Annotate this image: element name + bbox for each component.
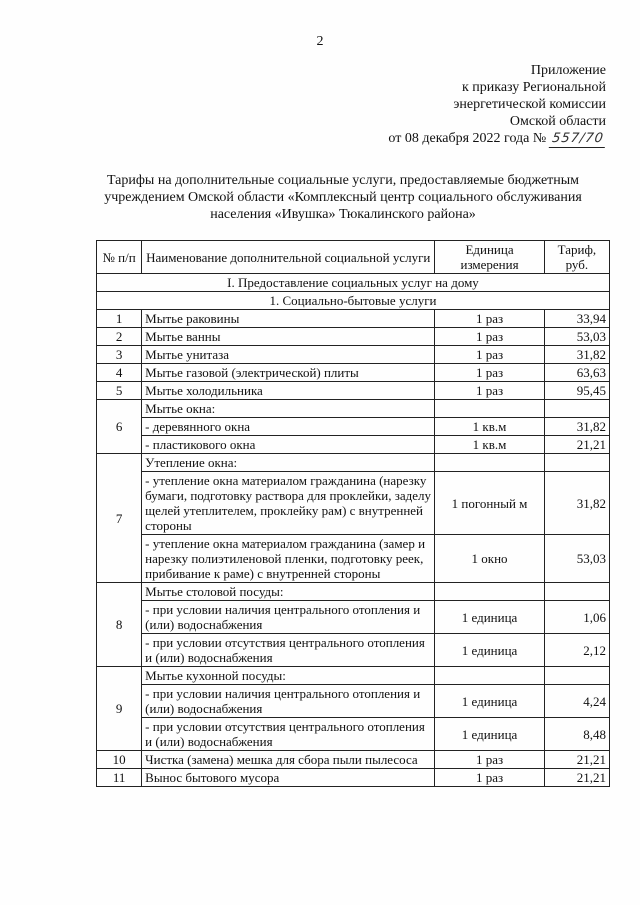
row-num: 4 bbox=[97, 364, 142, 382]
row-price: 21,21 bbox=[544, 769, 609, 787]
header-num: № п/п bbox=[97, 241, 142, 274]
row-price: 21,21 bbox=[544, 436, 609, 454]
row-unit: 1 раз bbox=[435, 328, 544, 346]
row-name: Мытье унитаза bbox=[142, 346, 435, 364]
row-name: Вынос бытового мусора bbox=[142, 769, 435, 787]
row-price-empty bbox=[544, 454, 609, 472]
row-num: 6 bbox=[97, 400, 142, 454]
group-heading: Мытье окна: bbox=[142, 400, 435, 418]
group-item-row bbox=[97, 634, 610, 667]
row-num: 5 bbox=[97, 382, 142, 400]
appendix-line: к приказу Региональной bbox=[461, 80, 606, 95]
row-unit: 1 кв.м bbox=[435, 418, 544, 436]
row-num: 10 bbox=[97, 751, 142, 769]
row-unit: 1 единица bbox=[435, 634, 544, 667]
row-name: Чистка (замена) мешка для сбора пыли пылесоса bbox=[142, 751, 435, 769]
group-heading: Утепление окна: bbox=[142, 454, 435, 472]
row-name: Мытье газовой (электрической) плиты bbox=[142, 364, 435, 382]
row-unit: 1 единица bbox=[435, 685, 544, 718]
group-heading-row bbox=[97, 583, 610, 601]
tariff-table bbox=[96, 240, 610, 787]
group-item-row bbox=[97, 535, 610, 583]
row-unit-empty bbox=[435, 454, 544, 472]
row-price: 1,06 bbox=[544, 601, 609, 634]
table-row bbox=[97, 382, 610, 400]
row-num: 7 bbox=[97, 454, 142, 583]
row-unit: 1 единица bbox=[435, 718, 544, 751]
row-name: - при условии отсутствия центрального отопления и (или) водоснабжения bbox=[142, 718, 435, 751]
row-unit-empty bbox=[435, 400, 544, 418]
table-row bbox=[97, 328, 610, 346]
row-num: 3 bbox=[97, 346, 142, 364]
row-price: 33,94 bbox=[544, 310, 609, 328]
table-row bbox=[97, 310, 610, 328]
row-unit-empty bbox=[435, 583, 544, 601]
row-price-empty bbox=[544, 583, 609, 601]
row-unit: 1 кв.м bbox=[435, 436, 544, 454]
row-name: Мытье ванны bbox=[142, 328, 435, 346]
row-price: 8,48 bbox=[544, 718, 609, 751]
row-name: - деревянного окна bbox=[142, 418, 435, 436]
row-price: 31,82 bbox=[544, 472, 609, 535]
header-price: Тариф, руб. bbox=[544, 241, 609, 274]
row-name: - утепление окна материалом гражданина (нарезку бумаги, подготовку раствора для проклейки, заделу щелей утеплителем, проклейку рам) с внутренней стороны bbox=[142, 472, 435, 535]
row-price: 2,12 bbox=[544, 634, 609, 667]
row-unit: 1 раз bbox=[435, 769, 544, 787]
subsection-row bbox=[97, 292, 610, 310]
row-price: 53,03 bbox=[544, 535, 609, 583]
row-name: - пластикового окна bbox=[142, 436, 435, 454]
row-price: 31,82 bbox=[544, 418, 609, 436]
table-row bbox=[97, 769, 610, 787]
table-row bbox=[97, 346, 610, 364]
row-name: - при условии отсутствия центрального отопления и (или) водоснабжения bbox=[142, 634, 435, 667]
group-item-row bbox=[97, 436, 610, 454]
row-unit: 1 раз bbox=[435, 346, 544, 364]
row-unit: 1 единица bbox=[435, 601, 544, 634]
row-name: - при условии наличия центрального отопления и (или) водоснабжения bbox=[142, 685, 435, 718]
document-title: Тарифы на дополнительные социальные услуги, предоставляемые бюджетным учреждением Омской области «Комплексный центр социального обслуживания населения «Ивушка» Тюкалинского района» bbox=[104, 173, 582, 222]
row-price: 95,45 bbox=[544, 382, 609, 400]
row-num: 11 bbox=[97, 769, 142, 787]
handwritten-order-number: 557/70 bbox=[549, 130, 607, 148]
appendix-line: Омской области bbox=[509, 114, 606, 129]
header-unit: Единица измерения bbox=[435, 241, 544, 274]
row-price: 63,63 bbox=[544, 364, 609, 382]
subsection-title: 1. Социально-бытовые услуги bbox=[97, 292, 610, 310]
row-name: Мытье раковины bbox=[142, 310, 435, 328]
order-date-line bbox=[388, 130, 606, 148]
row-unit: 1 раз bbox=[435, 310, 544, 328]
row-unit: 1 окно bbox=[435, 535, 544, 583]
appendix-block bbox=[388, 62, 606, 148]
group-item-row bbox=[97, 685, 610, 718]
row-price: 21,21 bbox=[544, 751, 609, 769]
section-row bbox=[97, 274, 610, 292]
row-unit: 1 раз bbox=[435, 751, 544, 769]
table-row bbox=[97, 364, 610, 382]
row-unit: 1 погонный м bbox=[435, 472, 544, 535]
row-num: 8 bbox=[97, 583, 142, 667]
row-name: - при условии наличия центрального отопления и (или) водоснабжения bbox=[142, 601, 435, 634]
group-item-row bbox=[97, 601, 610, 634]
section-title: I. Предоставление социальных услуг на дому bbox=[97, 274, 610, 292]
row-unit-empty bbox=[435, 667, 544, 685]
row-name: Мытье холодильника bbox=[142, 382, 435, 400]
header-name: Наименование дополнительной социальной услуги bbox=[142, 241, 435, 274]
table-body bbox=[97, 274, 610, 787]
group-item-row bbox=[97, 472, 610, 535]
row-price-empty bbox=[544, 667, 609, 685]
row-unit: 1 раз bbox=[435, 382, 544, 400]
group-heading-row bbox=[97, 454, 610, 472]
table-header-row bbox=[97, 241, 610, 274]
page-number: 2 bbox=[316, 34, 324, 49]
group-heading-row bbox=[97, 400, 610, 418]
group-item-row bbox=[97, 718, 610, 751]
table-row bbox=[97, 751, 610, 769]
appendix-line: энергетической комиссии bbox=[453, 97, 606, 112]
row-price-empty bbox=[544, 400, 609, 418]
row-name: - утепление окна материалом гражданина (замер и нарезку полиэтиленовой пленки, подготовку реек, прибивание к раме) с внутренней стороны bbox=[142, 535, 435, 583]
appendix-line: Приложение bbox=[530, 63, 606, 78]
group-heading: Мытье столовой посуды: bbox=[142, 583, 435, 601]
row-price: 31,82 bbox=[544, 346, 609, 364]
group-heading-row bbox=[97, 667, 610, 685]
group-item-row bbox=[97, 418, 610, 436]
row-price: 53,03 bbox=[544, 328, 609, 346]
row-num: 9 bbox=[97, 667, 142, 751]
row-num: 1 bbox=[97, 310, 142, 328]
order-date: от 08 декабря 2022 года № bbox=[388, 131, 547, 146]
row-price: 4,24 bbox=[544, 685, 609, 718]
row-num: 2 bbox=[97, 328, 142, 346]
row-unit: 1 раз bbox=[435, 364, 544, 382]
group-heading: Мытье кухонной посуды: bbox=[142, 667, 435, 685]
